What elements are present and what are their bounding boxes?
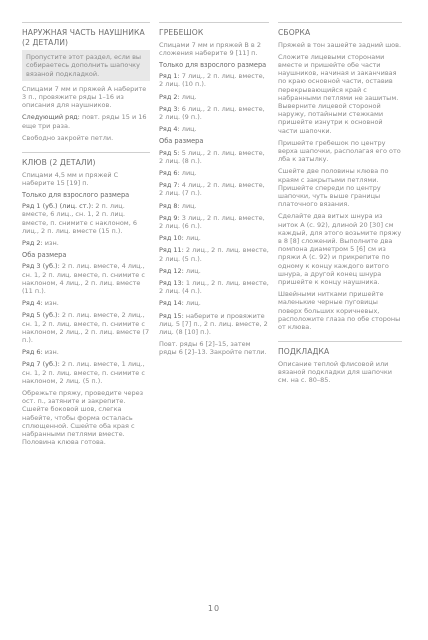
paragraph-text: изн. bbox=[42, 348, 59, 357]
section-heading-block bbox=[278, 22, 402, 38]
paragraph-text: 4 лиц., 2 п. лиц. вместе, 2 лиц. (7 п.). bbox=[159, 181, 265, 198]
paragraph bbox=[159, 340, 269, 356]
paragraph-text: Описание теплой флисовой или вязаной подкладки для шапочки см. на с. 80–85. bbox=[278, 359, 392, 385]
section-rule bbox=[278, 341, 402, 342]
paragraph-text: Пришейте гребешок по центру верха шапочки, располагая его ото лба к затылку. bbox=[278, 138, 401, 164]
row-instruction bbox=[159, 105, 269, 121]
paragraph-text: 6 лиц., 2 п. лиц. вместе, 2 лиц. (9 п.). bbox=[159, 104, 265, 122]
paragraph-text: Спицами 7 мм и пряжей А наберите 3 п., провяжите ряды 1–16 из описания для наушников. bbox=[22, 84, 147, 110]
paragraph-text: Сложите лицевыми сторонами вместе и пришейте обе части наушников, начиная и заканчивая по краю основной части, оставив перекрывающийся край с набранными петлями не зашитым. Выверните лицевой стороной наружу, потайными стежками пришейте изнутри к основной части шапочки. bbox=[278, 52, 399, 135]
paragraph-text: 1 лиц., 2 п. лиц. вместе, 2 лиц. (4 п.). bbox=[159, 279, 269, 296]
paragraph-text: Свободно закройте петли. bbox=[22, 133, 114, 142]
row-instruction bbox=[22, 360, 150, 385]
row-instruction bbox=[159, 312, 269, 337]
row-label: Ряд 6: bbox=[159, 169, 180, 178]
row-instruction bbox=[159, 72, 269, 88]
paragraph-text: лиц. bbox=[179, 92, 197, 101]
page-number: 10 bbox=[207, 604, 221, 613]
size-subheading: Только для взрослого размера bbox=[22, 191, 130, 200]
paragraph-text: лиц. bbox=[183, 299, 201, 308]
paragraph-text: 2 п. лиц. вместе, 4 лиц., сн. 1, 2 п. лиц. вместе, п. снимите с наклоном, 4 лиц., 2 п. лиц. вместе (11 п.). bbox=[22, 262, 145, 296]
row-label: Ряд 5 (уб.): bbox=[22, 311, 60, 320]
size-subheading: Только для взрослого размера bbox=[159, 61, 267, 69]
section-heading: КЛЮВ (2 ДЕТАЛИ) bbox=[22, 158, 96, 168]
row-label: Следующий ряд: bbox=[22, 113, 80, 122]
row-label: Ряд 14: bbox=[159, 299, 184, 308]
row-label: Ряд 7: bbox=[159, 181, 180, 190]
row-instruction bbox=[159, 299, 269, 307]
paragraph-text: наберите и провяжите лиц. 5 [7] п., 2 п. лиц. вместе, 2 лиц. (8 [10] п.). bbox=[159, 311, 268, 337]
paragraph-text: изн. bbox=[42, 299, 59, 308]
paragraph bbox=[278, 41, 402, 49]
paragraph-text: Пряжей в тон зашейте задний шов. bbox=[278, 40, 402, 49]
paragraph bbox=[22, 171, 150, 187]
paragraph-text: 2 п. лиц. вместе, 1 лиц., сн. 1, 2 п. лиц. вместе, п. снимите с наклоном, 2 лиц. (5 п.). bbox=[22, 360, 145, 385]
column-1 bbox=[22, 22, 150, 451]
row-label: Ряд 7 (уб.): bbox=[22, 360, 60, 369]
section-heading-block bbox=[278, 341, 402, 357]
row-label: Ряд 4: bbox=[22, 299, 43, 308]
section-heading: СБОРКА bbox=[278, 28, 311, 37]
paragraph-text: лиц. bbox=[179, 201, 197, 210]
row-instruction bbox=[22, 348, 150, 356]
row-instruction bbox=[22, 239, 150, 247]
paragraph-text: 5 лиц., 2 п. лиц. вместе, 2 лиц. (8 п.). bbox=[159, 148, 265, 165]
row-label: Ряд 9: bbox=[159, 213, 180, 222]
row-label: Ряд 12: bbox=[159, 266, 184, 275]
paragraph-text: Спицами 4,5 мм и пряжей С наберите 15 [19] п. bbox=[22, 170, 119, 187]
row-instruction bbox=[159, 181, 269, 197]
row-instruction bbox=[22, 113, 150, 129]
section-heading-block bbox=[22, 152, 150, 168]
row-label: Ряд 13: bbox=[159, 279, 184, 288]
note-box: Пропустите этот раздел, если вы собираетесь дополнить шапочку вязаной подкладкой. bbox=[22, 50, 150, 81]
paragraph-text: Спицами 7 мм и пряжей В в 2 сложения наберите 9 [11] п. bbox=[159, 40, 261, 57]
paragraph bbox=[22, 389, 150, 446]
paragraph-text: лиц. bbox=[183, 234, 201, 243]
section-rule bbox=[22, 22, 150, 23]
section-heading: ПОДКЛАДКА bbox=[278, 347, 330, 357]
row-instruction bbox=[159, 214, 269, 230]
row-instruction bbox=[159, 93, 269, 101]
size-subheading: Оба размера bbox=[22, 251, 67, 260]
row-instruction bbox=[159, 279, 269, 295]
row-instruction bbox=[159, 234, 269, 242]
row-instruction bbox=[22, 299, 150, 307]
paragraph-text: повт. ряды 15 и 16 еще три раза. bbox=[22, 113, 147, 130]
paragraph-text: 2 п. лиц. вместе, 6 лиц., сн. 1, 2 п. лиц. вместе, п. снимите с наклоном, 6 лиц., 2 п. лиц. вместе (15 п.). bbox=[22, 202, 137, 235]
paragraph-text: Сделайте два витых шнура из ниток А (с. 92), длиной 20 [30] см каждый, для этого возьмите пряжу в 8 [8] сложений. Выполните два помпона диаметром 5 [6] см из пряжи А (с. 92) и прикрепите по одному к концу каждого витого шнура, а другой конец шнура пришейте к концу наушника. bbox=[278, 212, 402, 287]
paragraph bbox=[278, 139, 402, 164]
paragraph-text: лиц. bbox=[179, 169, 197, 178]
column-3 bbox=[278, 22, 402, 389]
paragraph-text: Повт. ряды 6 [2]–15, затем ряды 6 [2]–13. Закройте петли. bbox=[159, 340, 267, 357]
row-instruction bbox=[22, 202, 150, 235]
row-instruction bbox=[159, 267, 269, 275]
paragraph-text: 7 лиц., 2 п. лиц. вместе, 2 лиц. (10 п.). bbox=[159, 72, 265, 89]
paragraph-text: 2 п. лиц. вместе, 2 лиц., сн. 1, 2 п. лиц. вместе, п. снимите с наклоном, 2 лиц., 2 п. лиц. вместе (7 п.). bbox=[22, 311, 150, 345]
row-instruction bbox=[159, 149, 269, 165]
section-rule bbox=[278, 22, 402, 23]
row-instruction bbox=[159, 202, 269, 210]
paragraph-text: изн. bbox=[42, 239, 59, 248]
paragraph bbox=[278, 290, 402, 331]
section-rule bbox=[22, 152, 150, 153]
row-label: Ряд 6: bbox=[22, 348, 43, 357]
row-label: Ряд 10: bbox=[159, 234, 184, 243]
row-instruction bbox=[159, 169, 269, 177]
paragraph-text: Швейными нитками пришейте маленькие черные пуговицы поверх больших коричневых, расположите глаза по обе стороны от клюва. bbox=[278, 290, 401, 332]
row-label: Ряд 2: bbox=[22, 239, 43, 248]
row-label: Ряд 5: bbox=[159, 148, 180, 157]
section-heading: ГРЕБЕШОК bbox=[159, 28, 204, 37]
row-label: Ряд 1 (уб.) (лиц. ст.): bbox=[22, 202, 94, 211]
row-label: Ряд 4: bbox=[159, 125, 180, 134]
size-subheading: Оба размера bbox=[159, 137, 204, 146]
paragraph bbox=[278, 53, 402, 135]
paragraph-text: лиц. bbox=[179, 125, 197, 134]
row-instruction bbox=[159, 246, 269, 262]
row-label: Ряд 11: bbox=[159, 246, 184, 255]
paragraph bbox=[278, 212, 402, 286]
section-heading-block bbox=[159, 22, 269, 38]
paragraph bbox=[22, 85, 150, 110]
paragraph-text: Сшейте две половины клюва по краям с закрытыми петлями. Пришейте спереди по центру шапочки, чуть выше границы платочного вязания. bbox=[278, 167, 389, 209]
section-rule bbox=[159, 22, 269, 23]
row-label: Ряд 2: bbox=[159, 92, 180, 101]
paragraph-text: лиц. bbox=[183, 266, 201, 275]
row-instruction bbox=[159, 125, 269, 133]
column-2 bbox=[159, 22, 269, 361]
paragraph-text: 3 лиц., 2 п. лиц. вместе, 2 лиц. (6 п.). bbox=[159, 213, 265, 231]
paragraph bbox=[159, 41, 269, 57]
row-label: Ряд 3 (уб.): bbox=[22, 262, 60, 271]
section-heading: НАРУЖНАЯ ЧАСТЬ НАУШНИКА (2 ДЕТАЛИ) bbox=[22, 28, 145, 47]
row-label: Ряд 15: bbox=[159, 311, 184, 320]
paragraph-text: 2 лиц., 2 п. лиц. вместе, 2 лиц. (5 п.). bbox=[159, 246, 269, 263]
paragraph bbox=[278, 360, 402, 385]
row-label: Ряд 1: bbox=[159, 72, 180, 81]
section-heading-block bbox=[22, 22, 150, 47]
paragraph bbox=[22, 134, 150, 142]
row-label: Ряд 3: bbox=[159, 104, 180, 113]
paragraph bbox=[278, 167, 402, 208]
row-instruction bbox=[22, 262, 150, 295]
row-label: Ряд 8: bbox=[159, 201, 180, 210]
row-instruction bbox=[22, 311, 150, 344]
paragraph-text: Обрежьте пряжу, проведите через ост. п., затяните и закрепите. Сшейте боковой шов, слегка набейте, чтобы форма осталась сплющенной. Сшейте оба края с набранными петлями вместе. Половина клюва готова. bbox=[22, 389, 144, 447]
